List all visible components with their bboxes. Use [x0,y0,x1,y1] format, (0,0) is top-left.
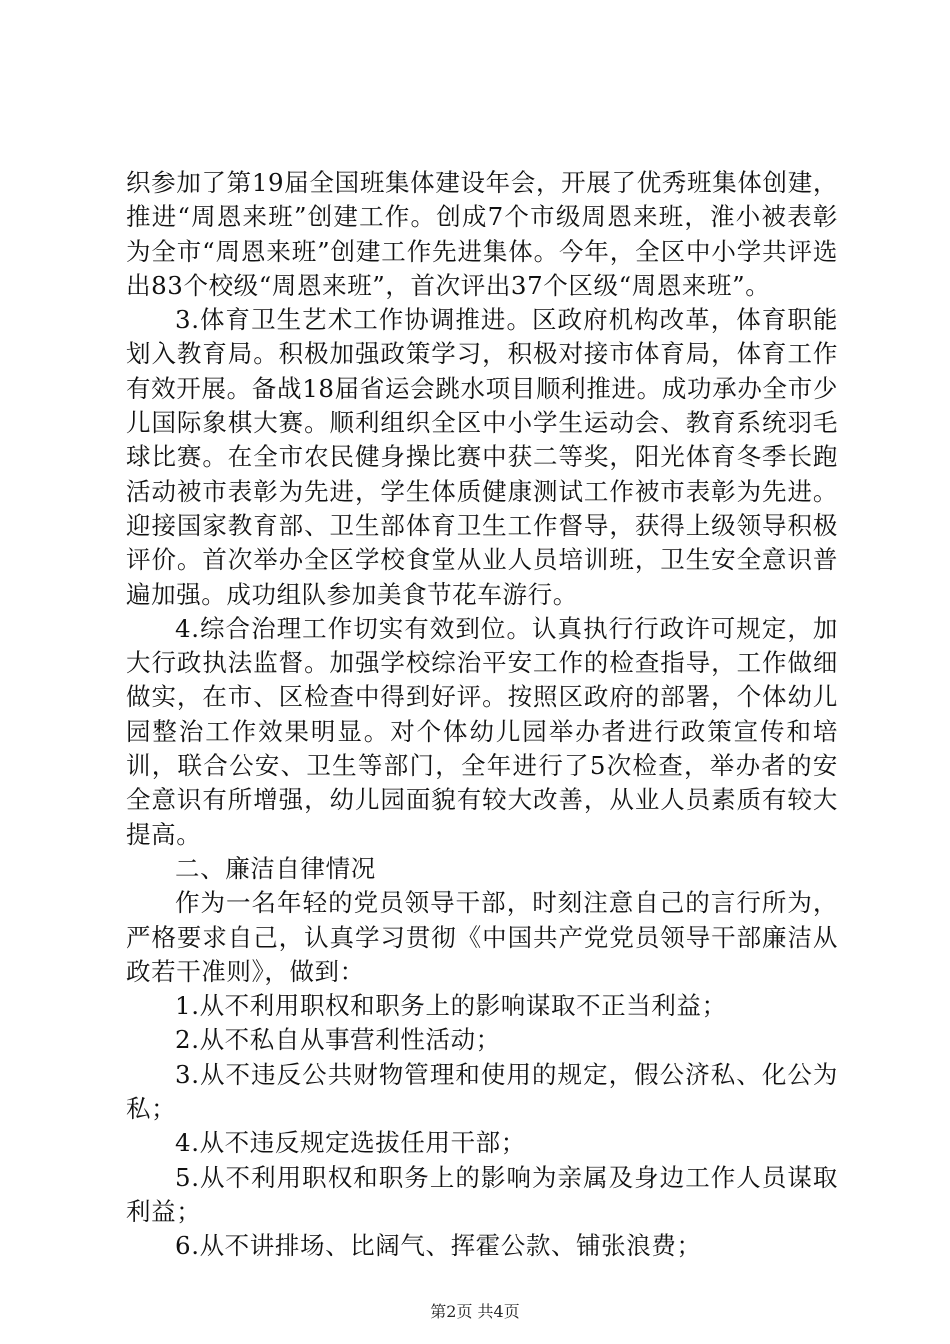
paragraph-continuation: 织参加了第19届全国班集体建设年会，开展了优秀班集体创建，推进“周恩来班”创建工作。创成7个市级周恩来班，淮小被表彰为全市“周恩来班”创建工作先进集体。今年，全区中小学共评选出83个校级“周恩来班”，首次评出37个区级“周恩来班”。 [126,168,838,300]
list-item-1: 1.从不利用职权和职务上的影响谋取不正当利益； [175,991,727,1021]
section-heading: 二、廉洁自律情况 [175,853,376,883]
list-item-6: 6.从不讲排场、比阔气、挥霍公款、铺张浪费； [175,1231,702,1261]
page-number: 第2页 共4页 [430,1302,520,1321]
list-item-2: 2.从不私自从事营利性活动； [175,1025,501,1055]
document-body [126,166,838,1264]
list-item-3: 3.从不违反公共财物管理和使用的规定，假公济私、化公为私； [126,1059,838,1124]
list-item-5: 5.从不利用职权和职务上的影响为亲属及身边工作人员谋取利益； [126,1162,838,1226]
paragraph-item-4: 4.综合治理工作切实有效到位。认真执行行政许可规定，加大行政执法监督。加强学校综治平安工作的检查指导，工作做细做实，在市、区检查中得到好评。按照区政府的部署，个体幼儿园整治工作效果明显。对个体幼儿园举办者进行政策宣传和培训，联合公安、卫生等部门，全年进行了5次检查，举办者的安全意识有所增强，幼儿园面貌有较大改善，从业人员素质有较大提高。 [126,613,838,849]
paragraph-item-3: 3.体育卫生艺术工作协调推进。区政府机构改革，体育职能划入教育局。积极加强政策学习，积极对接市体育局，体育工作有效开展。备战18届省运会跳水项目顺利推进。成功承办全市少儿国际象棋大赛。顺利组织全区中小学生运动会、教育系统羽毛球比赛。在全市农民健身操比赛中获二等奖，阳光体育冬季长跑活动被市表彰为先进，学生体质健康测试工作被市表彰为先进。迎接国家教育部、卫生部体育卫生工作督导，获得上级领导积极评价。首次举办全区学校食堂从业人员培训班，卫生安全意识普遍加强。成功组队参加美食节花车游行。 [126,305,838,609]
list-item-4: 4.从不违反规定选拔任用干部； [175,1128,526,1158]
paragraph-intro: 作为一名年轻的党员领导干部，时刻注意自己的言行所为，严格要求自己，认真学习贯彻《中国共产党党员领导干部廉洁从政若干准则》，做到： [126,888,838,986]
